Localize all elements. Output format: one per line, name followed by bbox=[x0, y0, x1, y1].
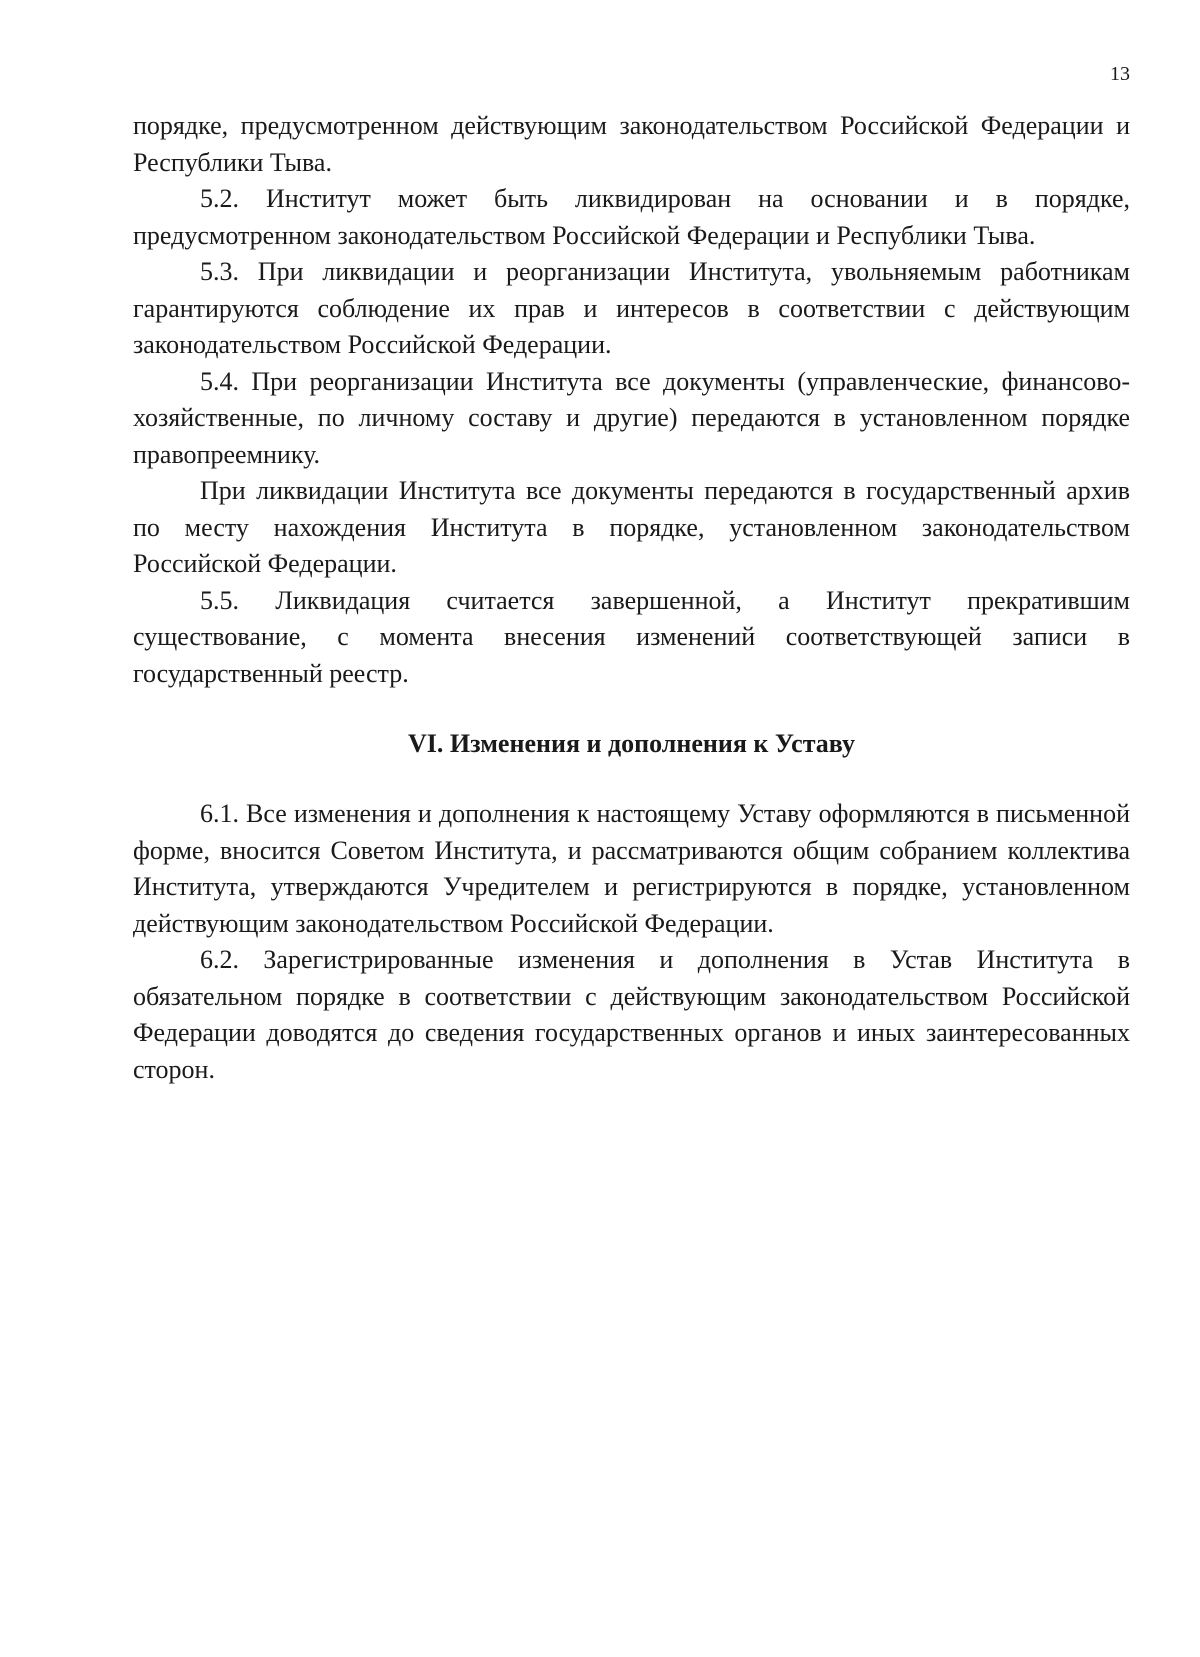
paragraph-5-3: 5.3. При ликвидации и реорганизации Института, увольняемым работникам гарантируются соблюдение их прав и интересов в соответствии с действующим законодательством Российской Федерации. bbox=[133, 257, 1130, 359]
paragraph-5-2: 5.2. Институт может быть ликвидирован на основании и в порядке, предусмотренном законодательством Российской Федерации и Республики Тыва. bbox=[133, 184, 1130, 250]
document-body bbox=[133, 108, 1130, 1088]
paragraph-6-1: 6.1. Все изменения и дополнения к настоящему Уставу оформляются в письменной форме, вносится Советом Института, и рассматриваются общим собранием коллектива Института, утверждаются Учредителем и регистрируются в порядке, установленном действующим законодательством Российской Федерации. bbox=[133, 799, 1130, 938]
paragraph-5-4-liquidation: При ликвидации Института все документы передаются в государственный архив по месту нахождения Института в порядке, установленном законодательством Российской Федерации. bbox=[133, 476, 1130, 578]
paragraph-6-2: 6.2. Зарегистрированные изменения и дополнения в Устав Института в обязательном порядке в соответствии с действующим законодательством Российской Федерации доводятся до сведения государственных органов и иных заинтересованных сторон. bbox=[133, 945, 1130, 1084]
paragraph-continuation: порядке, предусмотренном действующим законодательством Российской Федерации и Республики Тыва. bbox=[133, 111, 1130, 177]
page-number: 13 bbox=[1110, 63, 1130, 85]
paragraph-5-4: 5.4. При реорганизации Института все документы (управленческие, финансово-хозяйственные, по личному составу и другие) передаются в установленном порядке правопреемнику. bbox=[133, 366, 1130, 469]
section-title: VI. Изменения и дополнения к Уставу bbox=[408, 729, 855, 758]
paragraph-5-5: 5.5. Ликвидация считается завершенной, а Институт прекратившим существование, с момента внесения изменений соответствующей записи в государственный реестр. bbox=[133, 585, 1130, 688]
